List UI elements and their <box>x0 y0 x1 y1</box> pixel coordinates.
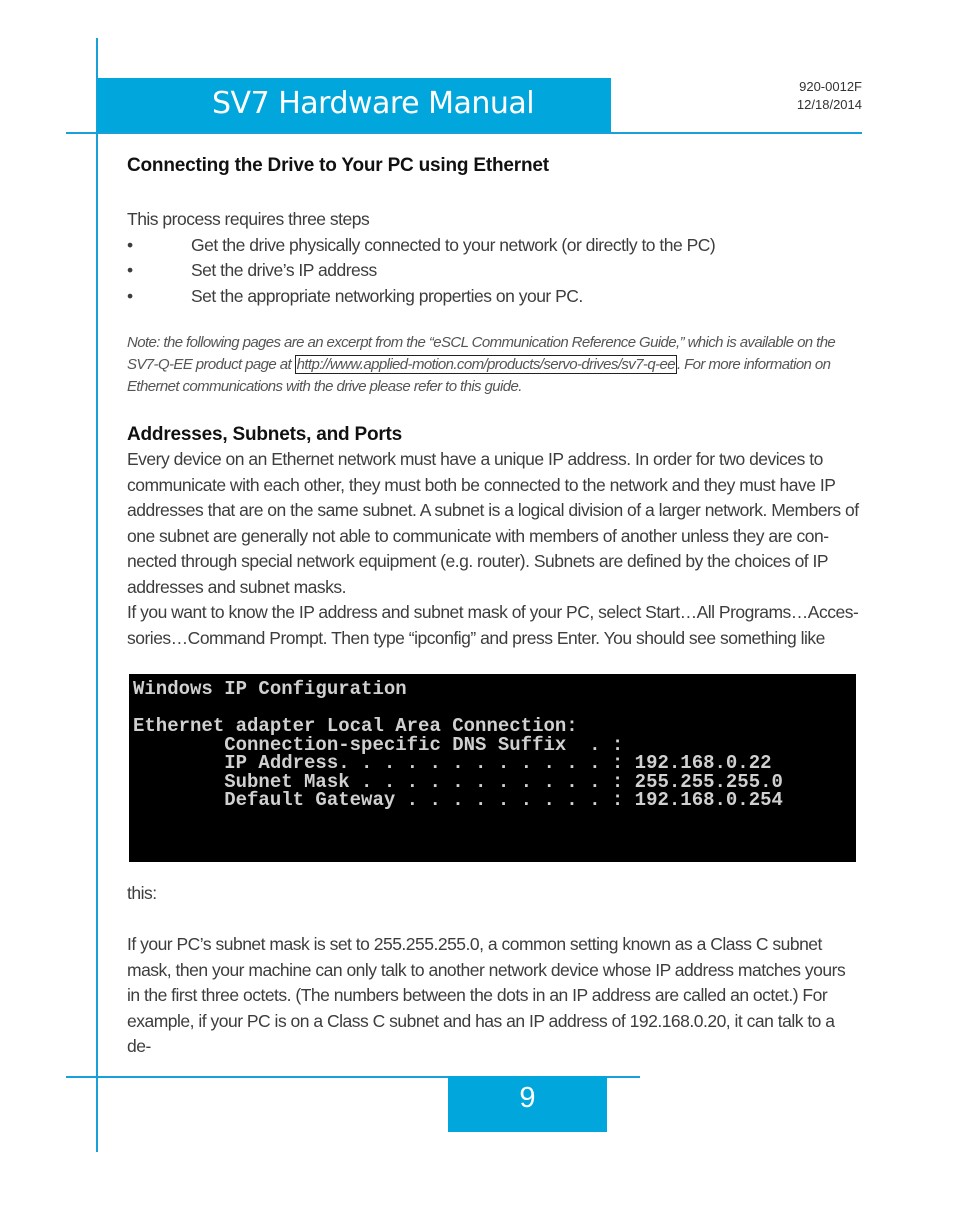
bullet-icon: • <box>127 260 133 280</box>
command-prompt-screenshot <box>129 674 856 862</box>
terminal-line: IP Address. . . . . . . . . . . . : 192.168.0.22 <box>133 752 772 774</box>
list-item-text: Set the drive’s IP address <box>191 260 377 280</box>
document-meta <box>797 78 862 114</box>
list-item-text: Set the appropriate networking properties on your PC. <box>191 285 583 306</box>
terminal-line: Windows IP Configuration <box>133 678 407 700</box>
page-number: 9 <box>519 1082 536 1114</box>
bullet-icon: • <box>127 285 133 306</box>
section-connecting <box>127 155 861 177</box>
section-heading-addresses: Addresses, Subnets, and Ports <box>127 424 403 445</box>
doc-date: 12/18/2014 <box>796 97 862 112</box>
paragraph-class-c: If your PC’s subnet mask is set to 255.255.255.0, a common setting known as a Class C subnet mask, then your machine can only talk to another network device whose IP address matches yours in the first three octets. (The numbers between the dots in an IP address are called an octet.) For example, if your PC is on a Class C subnet and has an IP address of 192.168.0.20, it can talk to a de- <box>127 934 846 1056</box>
terminal-line: Default Gateway . . . . . . . . . : 192.168.0.254 <box>133 789 783 811</box>
list-item <box>127 258 861 284</box>
doc-number: 920-0012F <box>799 79 862 94</box>
list-item <box>127 284 861 310</box>
note-text-post: . For more information on Ethernet communications with the drive please refer to this guide. <box>127 356 831 395</box>
bullet-icon: • <box>127 234 133 255</box>
steps-block <box>127 207 861 309</box>
manual-title <box>97 78 611 132</box>
list-item-text: Get the drive physically connected to your network (or directly to the PC) <box>191 234 716 255</box>
section-heading-connecting: Connecting the Drive to Your PC using Ethernet <box>127 155 549 176</box>
steps-intro: This process requires three steps <box>127 209 370 229</box>
after-terminal-text: this: <box>127 883 157 903</box>
terminal-line: Ethernet adapter Local Area Connection: <box>133 715 578 737</box>
product-page-link[interactable]: http://www.applied-motion.com/products/servo-drives/sv7-q-ee <box>296 356 675 373</box>
reference-note <box>127 332 861 398</box>
manual-title-text: SV7 Hardware Manual <box>212 86 535 121</box>
paragraph-ipconfig: If you want to know the IP address and subnet mask of your PC, select Start…All Programs…Acces-sories…Command Prompt. Then type “ipconfig” and press Enter. You should see something like <box>127 602 859 648</box>
page-number-box <box>448 1076 607 1132</box>
header-rule <box>66 132 862 134</box>
note-text-pre: Note: the following pages are an excerpt from the “eSCL Communication Reference Guide,” which is available on the SV7-Q-EE product page at <box>127 334 836 373</box>
terminal-line: Connection-specific DNS Suffix . : <box>133 733 624 756</box>
paragraph-subnets: Every device on an Ethernet network must have a unique IP address. In order for two devices to communicate with each other, they must both be connected to the network and they must have IP addresses that are on the same subnet. A subnet is a logical division of a larger network. Members of one subnet are generally not able to communicate with members of another unless they are con-nected through special network equipment (e.g. router). Subnets are defined by the choices of IP addresses and subnet masks. <box>127 449 859 597</box>
left-rule <box>96 38 98 1152</box>
list-item <box>127 233 861 259</box>
section-addresses <box>127 424 861 651</box>
terminal-line: Subnet Mask . . . . . . . . . . . : 255.255.255.0 <box>133 770 783 793</box>
